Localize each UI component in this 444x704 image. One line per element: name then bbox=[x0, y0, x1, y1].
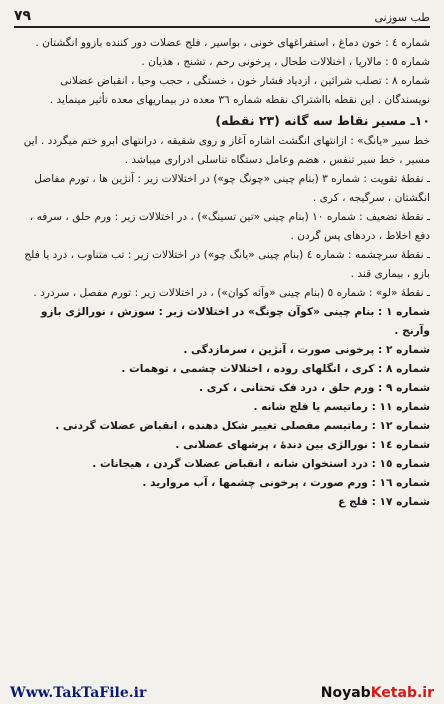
point-entry: شماره ١ : بنام چینی «کوآن چونگ» در اختلالات زیر : سوزش ، نورالژی بازو وآرنج . bbox=[40, 306, 430, 337]
point-entry: شماره ١٥ : درد استخوان شانه ، انقباض عضلات گردن ، هیجانات . bbox=[92, 458, 430, 470]
book-title: طب سوزنی bbox=[374, 11, 430, 24]
header-rule bbox=[14, 26, 430, 28]
section-heading: ١٠ـ مسیر نقاط سه گانه (٢٣ نقطه) bbox=[215, 113, 430, 128]
point-entry: ـ نقطهٔ سرچشمه : شماره ٤ (بنام چینی «یانگ چو») در اختلالات زیر : تب متناوب ، درد یا فلج بازو ، بیماری قند . bbox=[24, 249, 430, 280]
point-entry: ـ نقطهٔ «لو» : شماره ٥ (بنام چینی «وآئه کوان») ، در اختلالات زیر : تورم مفصل ، سردرد . bbox=[33, 287, 430, 299]
watermark-footer bbox=[0, 682, 444, 704]
watermark-noyabketab bbox=[321, 685, 434, 701]
watermark-part: Ketab bbox=[370, 685, 417, 701]
page-body bbox=[14, 34, 430, 682]
point-entry: ـ نقطهٔ تقویت : شماره ٣ (بنام چینی «چونگ چو») در اختلالات زیر : آنژین ها ، تورم مفاصل انگشتان ، سرگیجه ، کری . bbox=[34, 173, 430, 204]
paragraph: شماره ٨ : تصلب شرائین ، ازدیاد فشار خون ، خستگی ، حجب وحیا ، انقباض عضلانی نویسندگان . این نقطه بااشتراک نقطه شماره ٣٦ معده در بیماریهای معده تأثیر مینماید . bbox=[49, 75, 430, 106]
page-header bbox=[14, 6, 430, 24]
point-entry: شماره ١١ : رماتیسم یا فلج شانه . bbox=[253, 401, 430, 413]
point-entry: شماره ٢ : پرخونی صورت ، آنژین ، سرمازدگی . bbox=[183, 344, 430, 356]
watermark-part: Noyab bbox=[320, 685, 371, 701]
point-entry: شماره ١٤ : نورالژی بین دندهٔ ، پرشهای عضلانی . bbox=[175, 439, 430, 451]
point-entry: شماره ٨ : کری ، انگلهای روده ، اختلالات چشمی ، توهمات . bbox=[121, 363, 430, 375]
watermark-taktafile: Www.TakTaFile.ir bbox=[10, 685, 147, 701]
watermark-part: .ir bbox=[416, 685, 434, 701]
point-entry: شماره ١٢ : رماتیسم مفصلی تغییر شکل دهنده ، انقباض عضلات گردنی . bbox=[55, 420, 430, 432]
point-entry: شماره ٩ : ورم حلق ، درد فک تحتانی ، کری . bbox=[199, 382, 430, 394]
point-entry: ـ نقطهٔ تضعیف : شماره ١٠ (بنام چینی «تین تسینگ») ، در اختلالات زیر : ورم حلق ، سرفه ، دفع اخلاط ، دردهای پس گردن . bbox=[29, 211, 430, 242]
point-entry: شماره ١٦ : ورم صورت ، پرخونی چشمها ، آب مروارید . bbox=[142, 477, 430, 489]
point-entry: شماره ١٧ : فلج ع bbox=[338, 496, 430, 508]
paragraph: شماره ٤ : خون دماغ ، استفراغهای خونی ، بواسیر ، فلج عضلات دور کننده بازوو انگشتان . bbox=[35, 37, 430, 49]
paragraph: خط سیر «یانگ» : ازانتهای انگشت اشاره آغاز و روی شقیقه ، درانتهای ابرو ختم میگردد . این مسیر ، خط سیر تنفس ، هضم وعامل دستگاه تناسلی ادراری میباشد . bbox=[23, 135, 430, 166]
paragraph: شماره ٥ : مالاریا ، اختلالات طحال ، پرخونی رحم ، تشنج ، هذیان . bbox=[141, 56, 430, 68]
page-number: ٧٩ bbox=[14, 8, 32, 24]
